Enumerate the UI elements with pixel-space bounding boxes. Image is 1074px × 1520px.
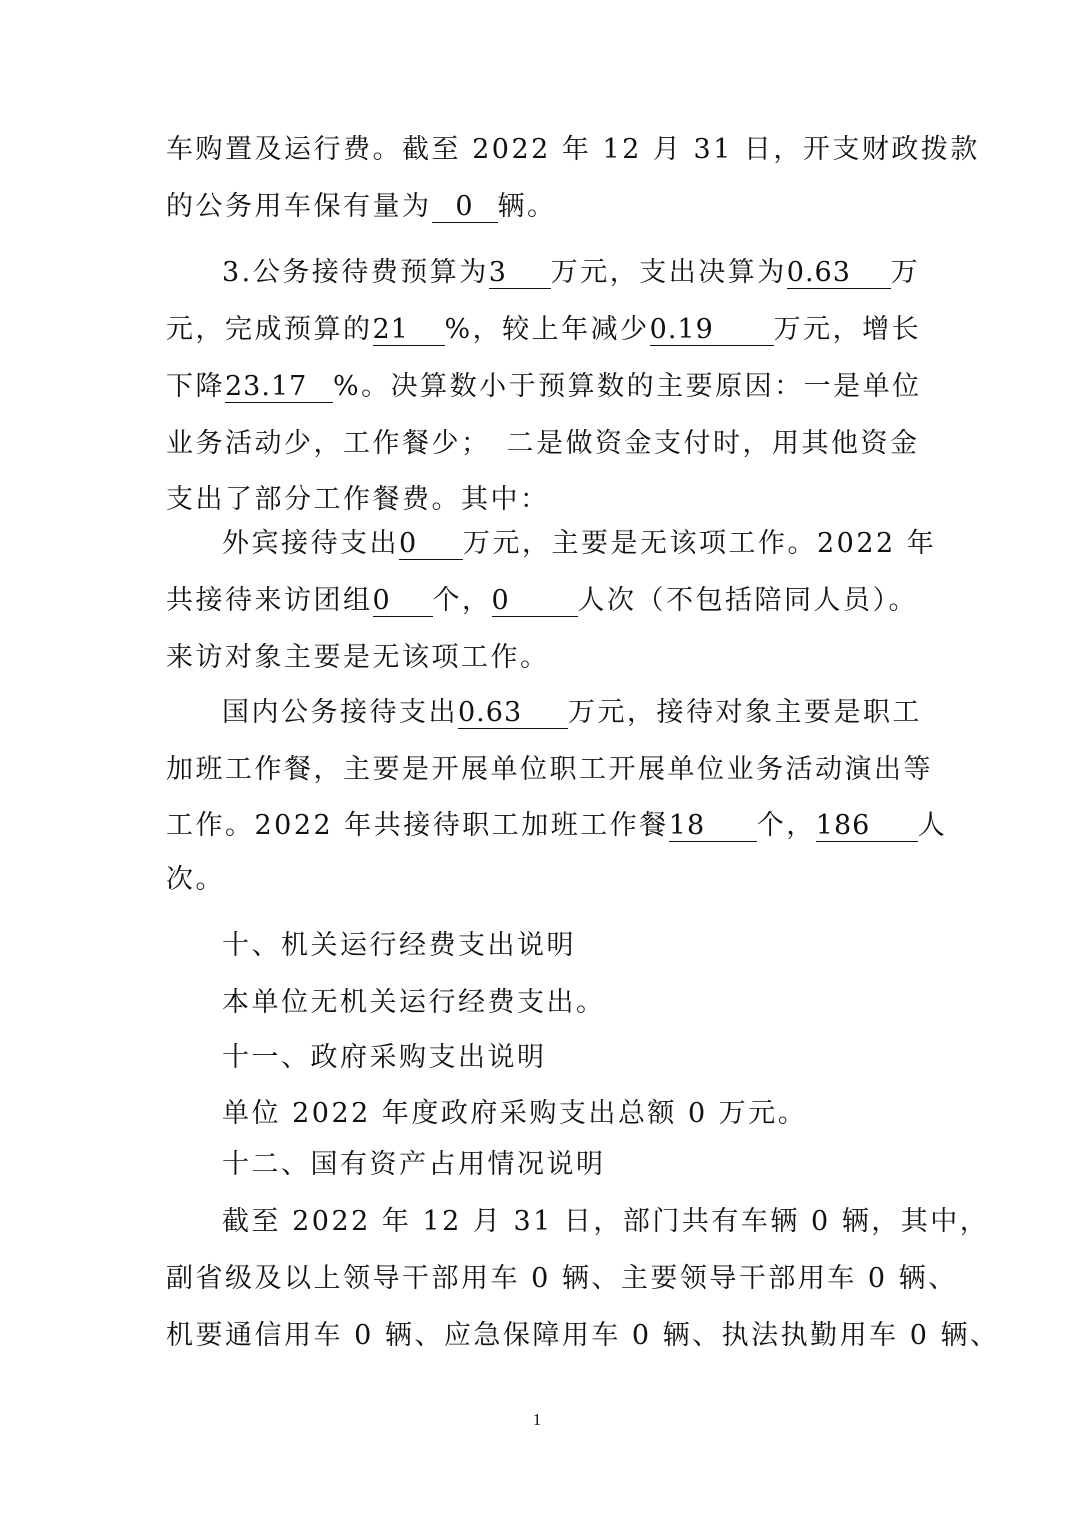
domestic-line-2: 加班工作餐，主要是开展单位职工开展单位业务活动演出等 [166, 754, 933, 785]
reception-rate-label: 下降 [166, 371, 225, 402]
reception-decrease-unit: 万元，增长 [773, 314, 922, 345]
foreign-persons-unit: 人次（不包括陪同人员）。 [577, 585, 918, 616]
car-count-value: 0 [432, 192, 498, 223]
reception-budget-label: 3.公务接待费预算为 [222, 257, 489, 288]
section-11-text: 单位 2022 年度政府采购支出总额 0 万元。 [222, 1098, 808, 1129]
reception-line-2 [166, 310, 922, 350]
reception-actual-unit: 万 [890, 257, 921, 288]
domestic-persons-unit: 人 [917, 810, 948, 841]
reception-pct-value: 21 [373, 315, 445, 346]
reception-line-5: 支出了部分工作餐费。其中： [166, 484, 550, 515]
car-text-line-2 [166, 187, 912, 227]
reception-line-1 [222, 253, 921, 293]
car-count-label: 的公务用车保有量为 [166, 191, 432, 222]
domestic-line-3 [166, 806, 948, 846]
foreign-line-2 [166, 581, 918, 621]
foreign-groups-label: 共接待来访团组 [166, 585, 373, 616]
section-10-heading: 十、机关运行经费支出说明 [222, 930, 576, 961]
reception-rate-value: 23.17 [225, 372, 333, 403]
foreign-amount-unit: 万元，主要是无该项工作。2022 年 [463, 528, 937, 559]
domestic-amount-value: 0.63 [458, 698, 568, 729]
domestic-persons-value: 186 [816, 811, 918, 842]
section-11-heading: 十一、政府采购支出说明 [222, 1042, 547, 1073]
reception-actual-label: 万元，支出决算为 [550, 257, 787, 288]
reception-budget-value: 3 [489, 258, 551, 289]
domestic-line-4: 次。 [166, 864, 225, 895]
domestic-line-1 [222, 693, 922, 733]
reception-pct-label: 元，完成预算的 [166, 314, 373, 345]
foreign-amount-value: 0 [399, 529, 463, 560]
reception-line-3 [166, 367, 922, 407]
foreign-line-3: 来访对象主要是无该项工作。 [166, 642, 550, 673]
foreign-groups-value: 0 [373, 586, 433, 617]
section-12-heading: 十二、国有资产占用情况说明 [222, 1149, 606, 1180]
reception-reason-text: %。决算数小于预算数的主要原因：一是单位 [333, 371, 922, 402]
reception-actual-value: 0.63 [787, 258, 891, 289]
foreign-amount-label: 外宾接待支出 [222, 528, 399, 559]
section-10-text: 本单位无机关运行经费支出。 [222, 987, 606, 1018]
car-count-unit: 辆。 [497, 191, 557, 222]
section-12-line-1: 截至 2022 年 12 月 31 日，部门共有车辆 0 辆，其中， [222, 1206, 990, 1237]
domestic-batches-unit: 个， [756, 810, 816, 841]
foreign-persons-value: 0 [492, 586, 578, 617]
section-12-line-3: 机要通信用车 0 辆、应急保障用车 0 辆、执法执勤用车 0 辆、 [166, 1320, 1000, 1351]
page-number: 1 [532, 1410, 542, 1429]
domestic-batches-label: 工作。2022 年共接待职工加班工作餐 [166, 810, 669, 841]
domestic-amount-label: 国内公务接待支出 [222, 697, 458, 728]
foreign-line-1 [222, 524, 937, 564]
reception-decrease-label: %，较上年减少 [444, 314, 650, 345]
reception-decrease-value: 0.19 [650, 315, 774, 346]
reception-line-4: 业务活动少，工作餐少； 二是做资金支付时，用其他资金 [166, 428, 920, 459]
foreign-groups-unit: 个， [432, 585, 492, 616]
domestic-amount-unit: 万元，接待对象主要是职工 [568, 697, 922, 728]
car-text-line-1: 车购置及运行费。截至 2022 年 12 月 31 日，开支财政拨款 [166, 134, 980, 165]
section-12-line-2: 副省级及以上领导干部用车 0 辆、主要领导干部用车 0 辆、 [166, 1263, 958, 1294]
domestic-batches-value: 18 [669, 811, 757, 842]
